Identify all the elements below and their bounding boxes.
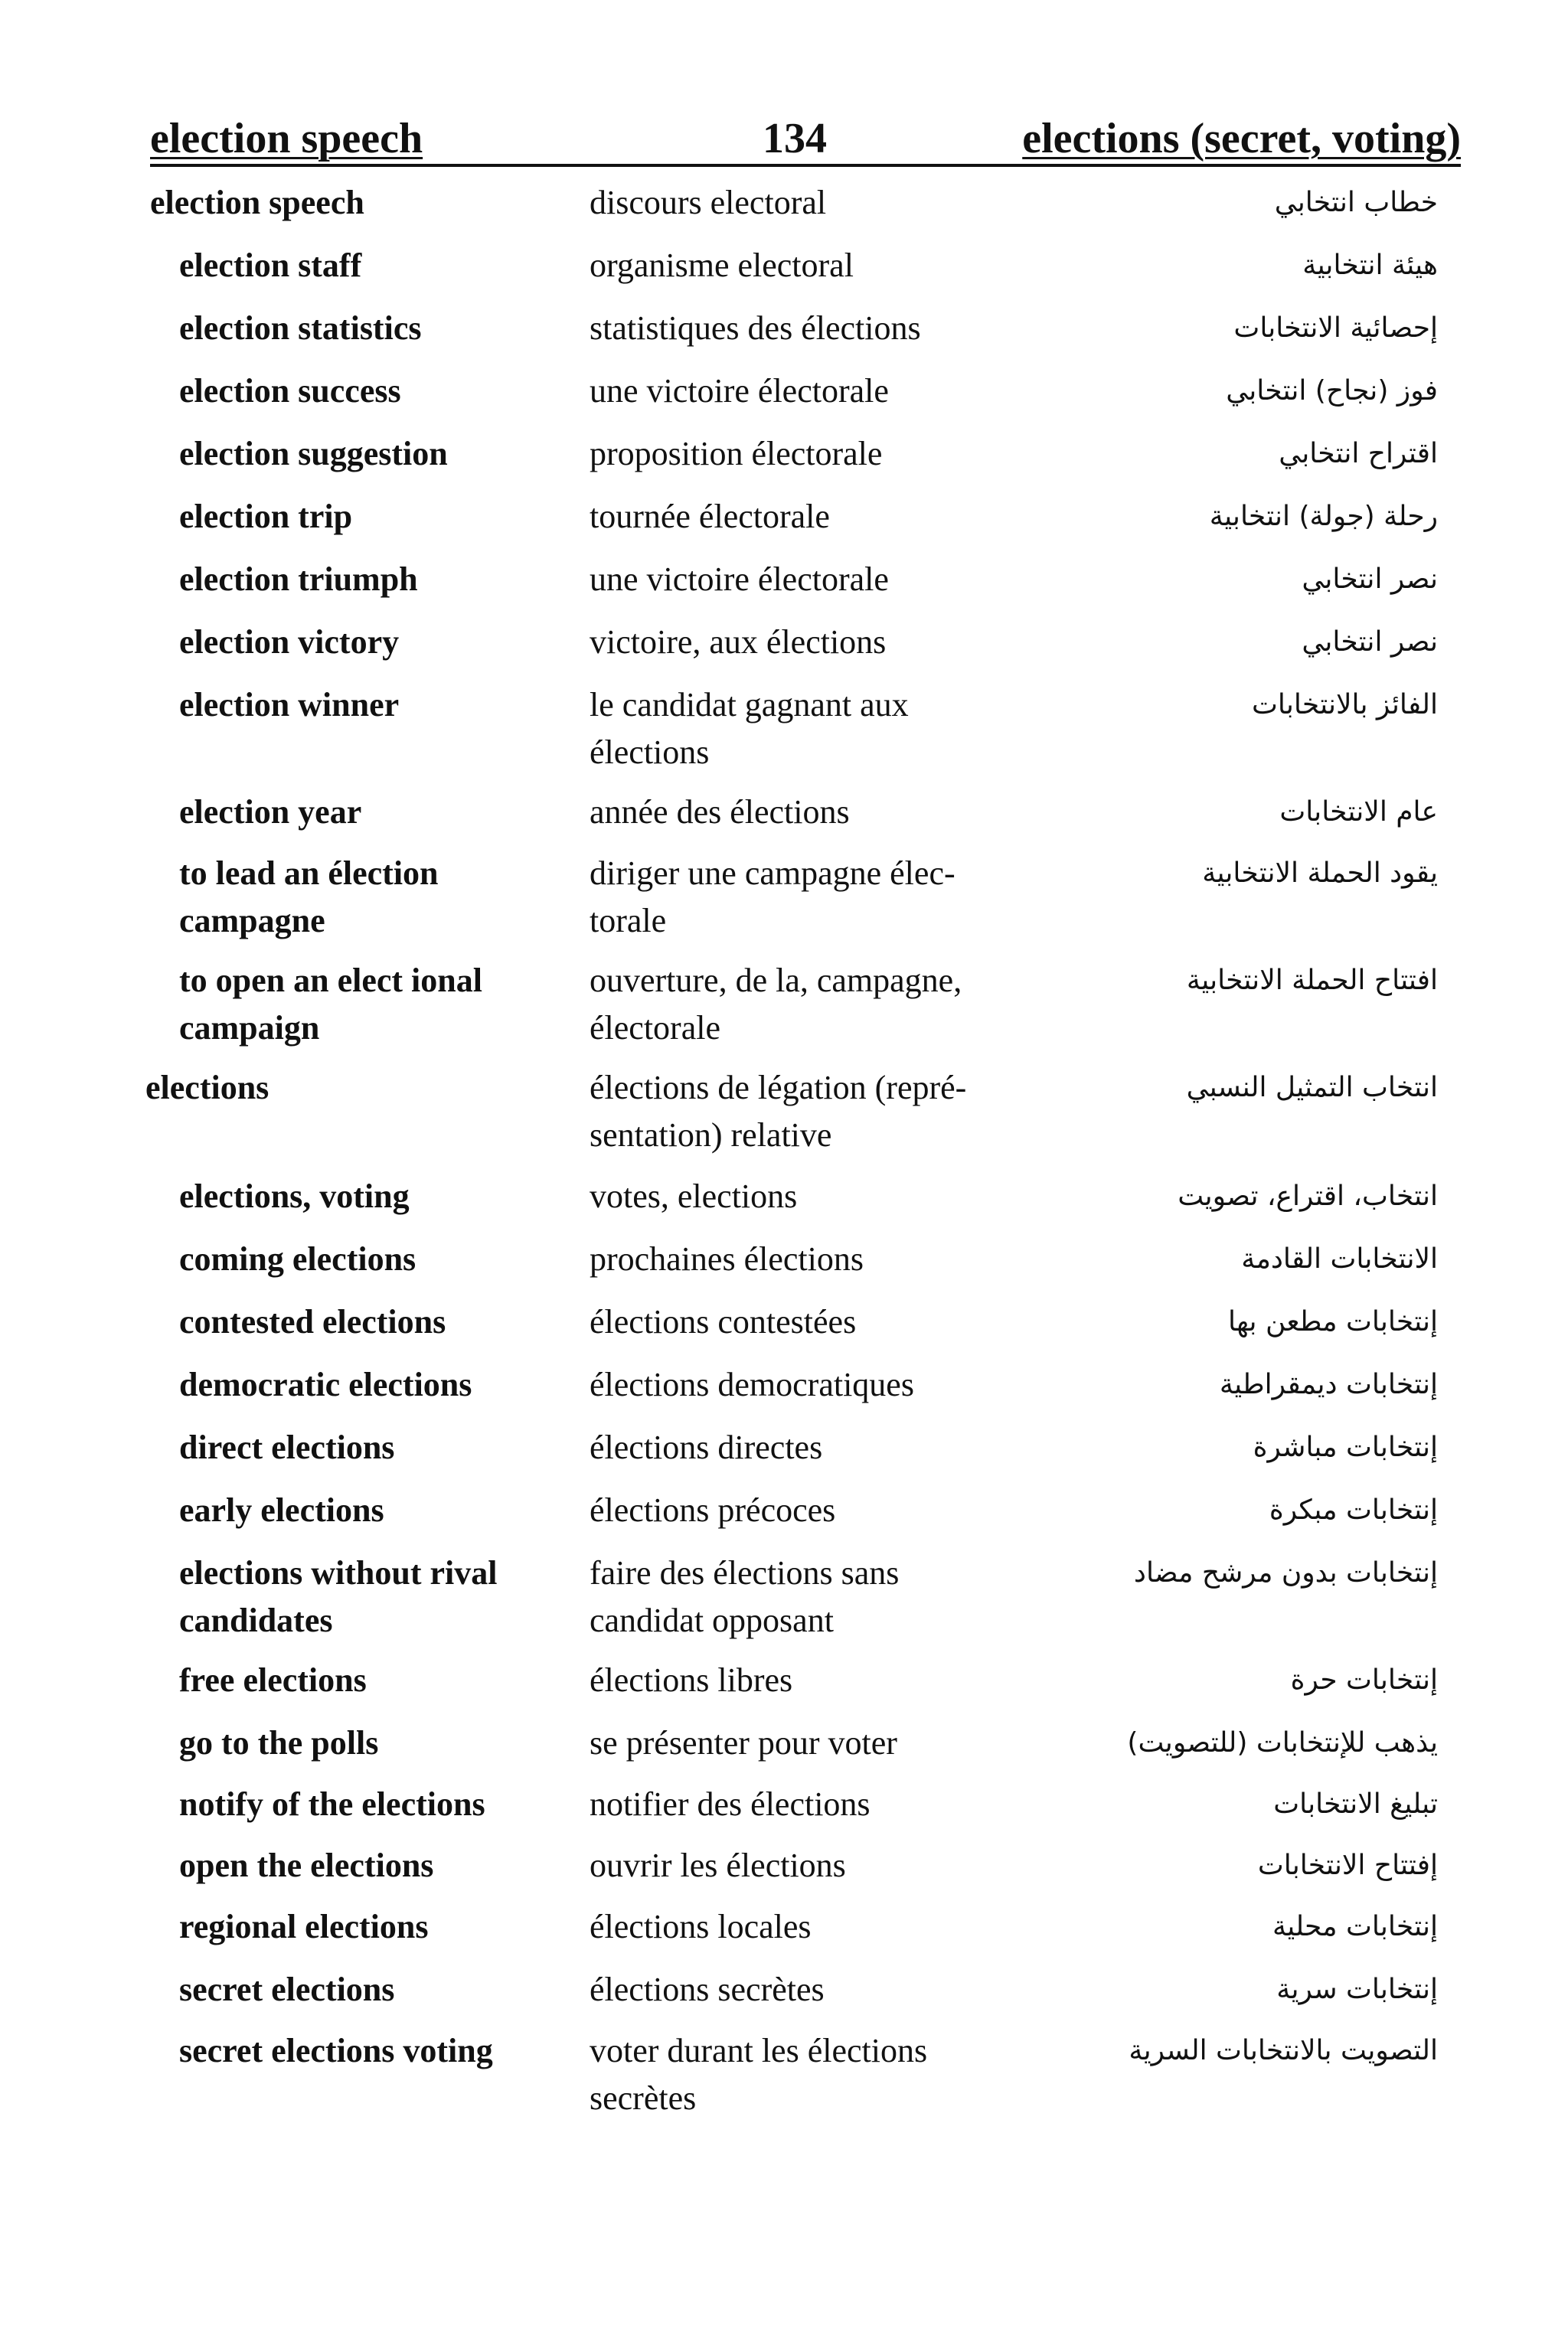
french-term: diriger une campagne élec-torale: [590, 854, 956, 939]
arabic-term: إنتخابات مطعن بها: [1227, 1306, 1438, 1337]
arabic-term: إفتتاح الانتخابات: [1257, 1850, 1438, 1881]
french-term: élections locales: [590, 1908, 812, 1945]
page-number: 134: [763, 115, 827, 162]
english-term: election success: [179, 372, 401, 410]
english-term: direct elections: [179, 1429, 395, 1466]
arabic-term: تبليغ الانتخابات: [1273, 1788, 1438, 1820]
arabic-term: إنتخابات ديمقراطية: [1219, 1369, 1438, 1400]
arabic-term: إنتخابات حرة: [1290, 1664, 1438, 1696]
french-term: une victoire électorale: [590, 372, 889, 410]
french-term: élections directes: [590, 1429, 823, 1466]
arabic-term: الفائز بالانتخابات: [1252, 689, 1438, 720]
arabic-term: عام الانتخابات: [1279, 796, 1438, 828]
english-term: early elections: [179, 1491, 384, 1529]
arabic-term: إنتخابات مبكرة: [1269, 1494, 1438, 1526]
arabic-term: انتخاب، اقتراع، تصويت: [1178, 1181, 1438, 1212]
french-term: élections libres: [590, 1661, 793, 1699]
arabic-term: رحلة (جولة) انتخابية: [1209, 501, 1438, 532]
french-term: votes, elections: [590, 1177, 798, 1215]
french-term: ouvrir les élections: [590, 1847, 846, 1884]
english-term: regional elections: [179, 1908, 429, 1945]
french-term: victoire, aux élections: [590, 623, 887, 661]
page-header: [150, 113, 1461, 167]
arabic-term: إنتخابات سرية: [1276, 1974, 1438, 2005]
header-last-entry: elections (secret, voting): [1022, 115, 1461, 162]
french-term: ouverture, de la, campagne, électorale: [590, 962, 962, 1047]
french-term: le candidat gagnant aux élections: [590, 686, 909, 771]
arabic-term: نصر انتخابي: [1302, 626, 1438, 658]
french-term: voter durant les élections secrètes: [590, 2032, 928, 2117]
english-term: election statistics: [179, 309, 422, 347]
french-term: élections secrètes: [590, 1971, 825, 2008]
english-term: election staff: [179, 247, 362, 284]
english-term: election speech: [150, 184, 364, 221]
french-term: organisme electoral: [590, 247, 854, 284]
english-term: election suggestion: [179, 435, 448, 472]
arabic-term: فوز (نجاح) انتخابي: [1226, 375, 1438, 407]
english-term: go to the polls: [179, 1724, 379, 1762]
arabic-term: خطاب انتخابي: [1274, 187, 1438, 218]
french-term: proposition électorale: [590, 435, 883, 472]
english-term: election trip: [179, 498, 353, 535]
french-term: année des élections: [590, 793, 850, 831]
french-term: élections contestées: [590, 1303, 857, 1341]
arabic-term: افتتاح الحملة الانتخابية: [1186, 965, 1438, 996]
english-term: to lead an élection campagne: [179, 854, 439, 939]
french-term: se présenter pour voter: [590, 1724, 897, 1762]
english-term: secret elections: [179, 1971, 395, 2008]
header-first-entry: election speech: [150, 115, 423, 162]
french-term: élections précoces: [590, 1491, 836, 1529]
arabic-term: يقود الحملة الانتخابية: [1202, 857, 1438, 889]
french-term: élections de légation (repré-sentation) relative: [590, 1069, 967, 1154]
english-term: democratic elections: [179, 1366, 472, 1403]
french-term: notifier des élections: [590, 1785, 871, 1823]
english-term: election winner: [179, 686, 400, 723]
french-term: une victoire électorale: [590, 560, 889, 598]
english-term: to open an elect ional campaign: [179, 962, 482, 1047]
english-term: election triumph: [179, 560, 418, 598]
english-term: elections: [145, 1069, 270, 1106]
arabic-term: إحصائية الانتخابات: [1233, 312, 1438, 344]
french-term: faire des élections sans candidat opposant: [590, 1554, 900, 1639]
french-term: tournée électorale: [590, 498, 830, 535]
arabic-term: إنتخابات بدون مرشح مضاد: [1133, 1557, 1438, 1589]
english-term: election year: [179, 793, 362, 831]
english-term: elections without rival candidates: [179, 1554, 498, 1639]
arabic-term: انتخاب التمثيل النسبي: [1186, 1072, 1438, 1103]
english-term: notify of the elections: [179, 1785, 485, 1823]
arabic-term: إنتخابات مباشرة: [1253, 1432, 1438, 1463]
english-term: open the elections: [179, 1847, 434, 1884]
english-term: coming elections: [179, 1240, 416, 1278]
arabic-term: هيئة انتخابية: [1302, 250, 1438, 281]
arabic-term: الانتخابات القادمة: [1241, 1243, 1438, 1275]
english-term: free elections: [179, 1661, 367, 1699]
arabic-term: يذهب للإنتخابات (للتصويت): [1127, 1727, 1438, 1759]
arabic-term: التصويت بالانتخابات السرية: [1129, 2035, 1438, 2066]
english-term: contested elections: [179, 1303, 446, 1341]
french-term: prochaines élections: [590, 1240, 864, 1278]
french-term: statistiques des élections: [590, 309, 921, 347]
english-term: election victory: [179, 623, 400, 661]
arabic-term: نصر انتخابي: [1302, 563, 1438, 595]
arabic-term: إنتخابات محلية: [1272, 1911, 1438, 1942]
french-term: élections democratiques: [590, 1366, 914, 1403]
english-term: elections, voting: [179, 1177, 410, 1215]
english-term: secret elections voting: [179, 2032, 493, 2069]
french-term: discours electoral: [590, 184, 827, 221]
arabic-term: اقتراح انتخابي: [1279, 438, 1438, 469]
